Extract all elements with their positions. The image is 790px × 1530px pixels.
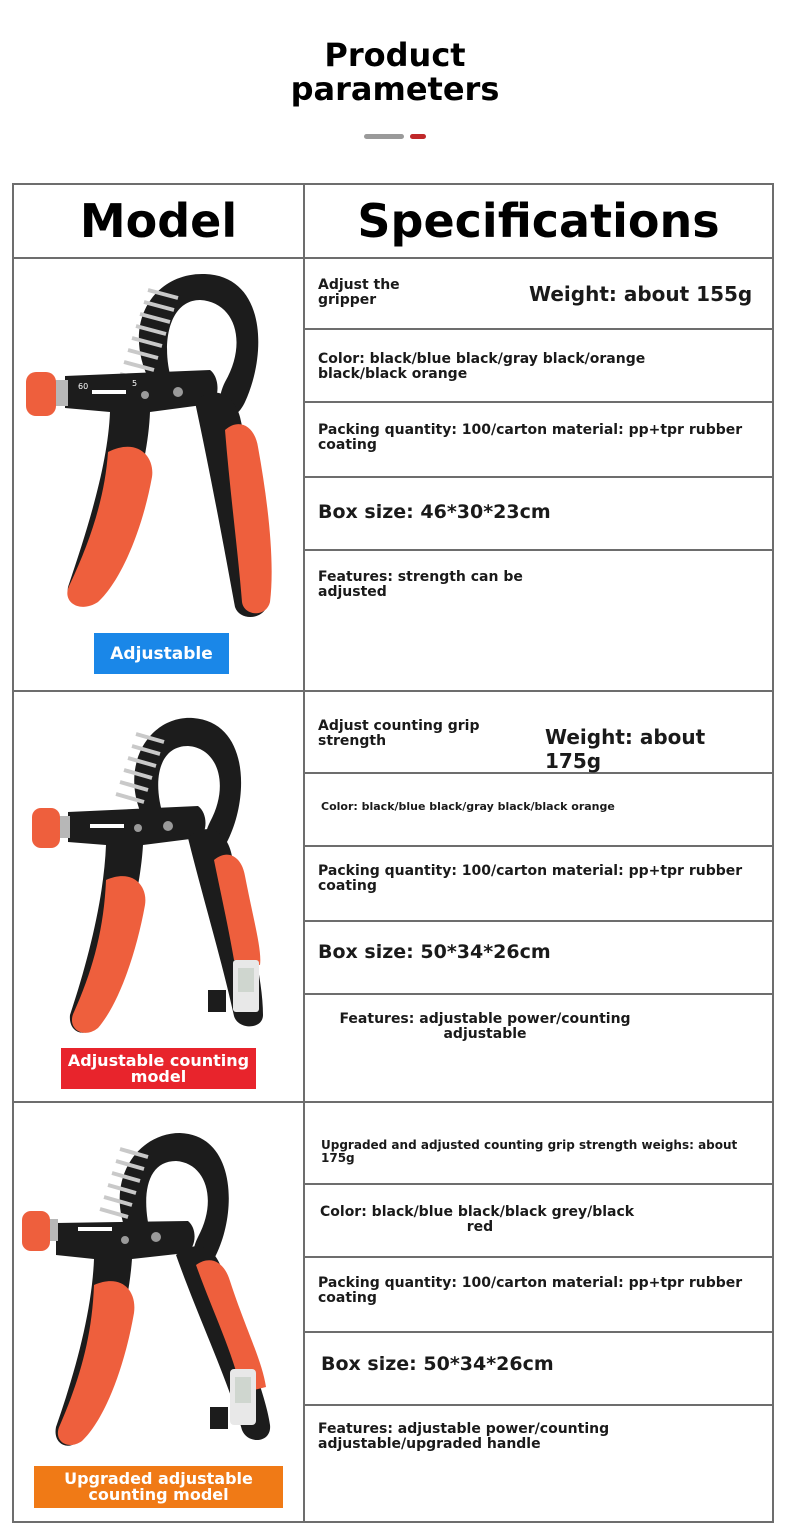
spec-packing: Packing quantity: 100/carton material: pp+tpr rubber coating <box>318 1275 743 1306</box>
table-row-divider <box>12 1101 774 1103</box>
page-title-line2: parameters <box>290 70 500 108</box>
table-cell-divider <box>303 920 774 922</box>
spec-features: Features: adjustable power/counting adjustable/upgraded handle <box>318 1421 610 1452</box>
badge-line2: model <box>130 1066 187 1086</box>
table-cell-divider <box>303 328 774 330</box>
upgraded-gripper-image <box>20 1125 285 1460</box>
spec-color: Color: black/blue black/gray black/black orange <box>321 800 615 813</box>
table-column-divider <box>303 183 305 1523</box>
spec-color-line1: Color: black/blue black/black grey/black <box>320 1204 635 1220</box>
spec-box-size: Box size: 50*34*26cm <box>321 1353 554 1375</box>
page-title-line1: Product <box>324 36 466 74</box>
model-badge-upgraded <box>34 1466 283 1508</box>
column-header-model: Model <box>79 194 238 248</box>
title-divider-red <box>410 134 426 139</box>
column-header-specifications: Specifications <box>357 194 720 248</box>
spec-adjust: Adjust the gripper <box>318 277 400 308</box>
page-title <box>0 38 790 106</box>
counting-gripper-image <box>28 710 278 1040</box>
spec-adjust-weight: Upgraded and adjusted counting grip strength weighs: about 175g <box>321 1138 738 1165</box>
spec-box-size: Box size: 46*30*23cm <box>318 501 551 523</box>
badge-line2: counting model <box>88 1485 229 1504</box>
spec-features: Features: strength can be adjusted <box>318 569 523 600</box>
table-cell-divider <box>303 993 774 995</box>
spec-box-size: Box size: 50*34*26cm <box>318 941 551 963</box>
table-header-divider <box>12 257 774 259</box>
scale-min-label: 5 <box>132 379 138 388</box>
table-cell-divider <box>303 549 774 551</box>
table-cell-divider <box>303 845 774 847</box>
model-badge-adjustable: Adjustable <box>94 633 229 674</box>
spec-weight: Weight: about 155g <box>529 282 753 306</box>
title-divider-gray <box>364 134 404 139</box>
badge-line1: Upgraded adjustable <box>64 1469 253 1488</box>
scale-max-label: 60 <box>78 382 89 391</box>
spec-color <box>320 1205 640 1235</box>
table-cell-divider <box>303 1183 774 1185</box>
table-cell-divider <box>303 1256 774 1258</box>
spec-packing: Packing quantity: 100/carton material: pp+tpr rubber coating <box>318 863 743 894</box>
spec-color-line2: red <box>466 1219 494 1235</box>
spec-features <box>335 1012 635 1042</box>
spec-features-line2: adjustable <box>443 1026 527 1042</box>
table-cell-divider <box>303 401 774 403</box>
hand-gripper-image <box>20 262 290 624</box>
table-cell-divider <box>303 1404 774 1406</box>
spec-adjust: Adjust counting grip strength <box>318 718 480 749</box>
table-cell-divider <box>303 1331 774 1333</box>
model-badge-adjustable-counting <box>61 1048 256 1089</box>
spec-color: Color: black/blue black/gray black/orange black/black orange <box>318 351 646 382</box>
spec-features-line1: Features: adjustable power/counting <box>339 1011 631 1027</box>
spec-packing: Packing quantity: 100/carton material: pp+tpr rubber coating <box>318 422 743 453</box>
spec-weight: Weight: about 175g <box>545 725 706 773</box>
badge-line1: Adjustable counting <box>67 1050 250 1070</box>
table-cell-divider <box>303 476 774 478</box>
table-row-divider <box>12 690 774 692</box>
